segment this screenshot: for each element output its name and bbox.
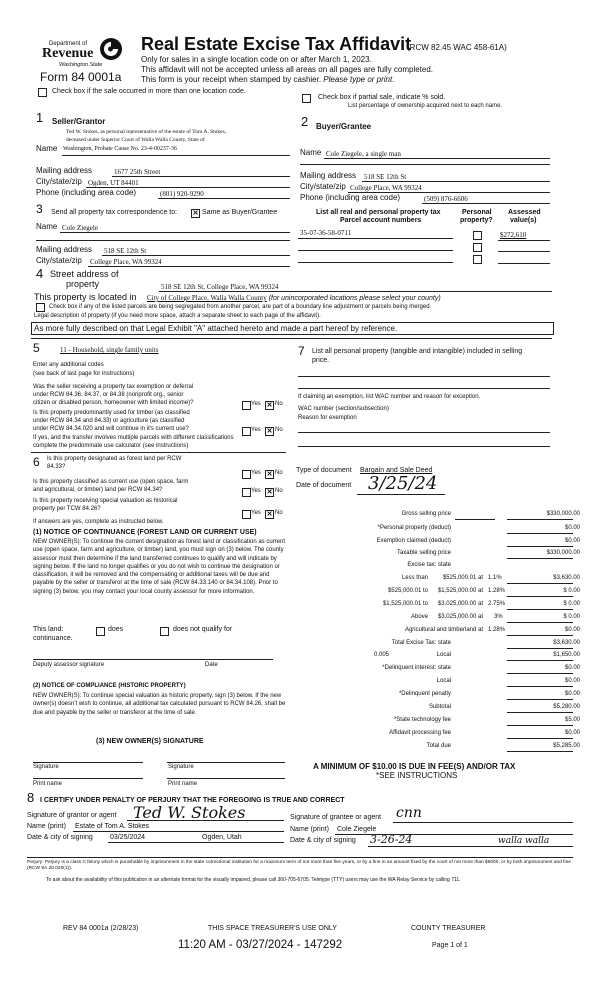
section-2-number: 2 <box>301 114 309 129</box>
subtotal-label: Subtotal <box>428 704 451 710</box>
ownership-note: List percentage of ownership acquired next to each name. <box>348 103 503 109</box>
segregated-label: Check box if any of the listed parcels are being segregated from another parcel, are part of a boundary line adjustment or parcels being merged. <box>49 304 432 310</box>
buyer-heading: Buyer/Grantee <box>316 122 372 131</box>
classification-note-2: complete the predominate use calculator (see instructions) <box>33 443 189 449</box>
taxable-selling-value[interactable]: $330,000.00 <box>546 550 580 556</box>
treasurer-use-only: THIS SPACE TREASURER'S USE ONLY <box>208 925 337 932</box>
seller-mail-label: Mailing address <box>36 166 93 175</box>
local-value[interactable]: $1,650.00 <box>553 652 580 658</box>
current-use-question-2: and agricultural, or timber) land per RCW 84.34? <box>33 487 163 493</box>
tier2-to: $1,525,000.00 at <box>437 588 483 594</box>
buyer-name-value[interactable]: Cole Ziegele, a single man <box>326 150 401 158</box>
exemption-claim-label: If claiming an exemption, list WAC number and reason for exception. <box>298 394 481 400</box>
tier3-value[interactable]: $ 0.00 <box>563 601 580 607</box>
forest-question-1: Is this property designated as forest land per RCW <box>47 456 182 462</box>
gross-selling-value[interactable]: $330,000.00 <box>546 511 580 517</box>
seller-city-value[interactable]: Ogden, UT 84401 <box>88 179 139 187</box>
grantor-date-label: Date & city of signing <box>27 834 93 841</box>
personal-deduct-label: *Personal property (deduct) <box>377 525 451 531</box>
timber-yes-checkbox[interactable] <box>242 427 251 436</box>
located-value[interactable]: City of College Place, Walla Walla County <box>147 294 267 302</box>
grantor-name-label: Name (print) <box>27 823 66 830</box>
delinquent-state-value[interactable]: $0.00 <box>564 665 580 671</box>
if-yes-note: If answers are yes, complete as instructed below. <box>33 519 164 525</box>
partial-sale-checkbox[interactable] <box>302 94 311 103</box>
revenue-logo-icon <box>99 37 123 61</box>
forest-no-checkbox[interactable]: ✕ <box>266 471 273 478</box>
local-label: Local <box>436 652 451 658</box>
local-rate: 0.005 <box>374 652 390 658</box>
section-5-number: 5 <box>33 341 40 355</box>
owner-signature-label-1: Signature <box>33 764 59 770</box>
header-note-1: Only for sales in a single location code on or after March 1, 2023. <box>141 55 372 64</box>
tier4-to: $3,025,000.00 at <box>437 614 483 620</box>
tier3-from: $1,525,000.01 to <box>382 601 428 607</box>
form-number: Form 84 0001a <box>40 70 122 84</box>
segregated-checkbox[interactable] <box>36 303 45 312</box>
seller-name-line-1: Ted W. Stokes, as personal representative of the estate of Tom A. Stokes, <box>66 129 227 135</box>
multi-location-checkbox[interactable] <box>38 88 47 97</box>
delinquent-penalty-value[interactable]: $0.00 <box>564 691 580 697</box>
header-note-3: This form is your receipt when stamped by cashier. Please type or print. <box>141 75 395 84</box>
personal-header-2: property? <box>460 217 493 224</box>
personal-header-1: Personal <box>462 209 492 216</box>
section-4-number: 4 <box>36 266 44 281</box>
document-date-value[interactable]: 3/25/24 <box>368 473 438 494</box>
agricultural-value[interactable]: $0.00 <box>564 627 580 633</box>
exemption-yes-checkbox[interactable] <box>242 401 251 410</box>
parcel-number-1[interactable]: 35-07-36-58-0711 <box>300 229 352 237</box>
buyer-mail-label: Mailing address <box>300 171 357 180</box>
rcw-reference: (RCW 82.45 WAC 458-61A) <box>407 43 507 52</box>
seller-phone-value[interactable]: (801) 920-9290 <box>160 190 204 198</box>
minimum-due-note: A MINIMUM OF $10.00 IS DUE IN FEE(S) AND/OR TAX <box>313 762 516 771</box>
grantor-signature-label: Signature of grantor or agent <box>27 812 117 819</box>
delinquent-penalty-label: *Delinquent penalty <box>398 691 451 697</box>
total-due-label: Total due <box>426 743 451 749</box>
buyer-mail-value[interactable]: 518 SE 12th St <box>364 173 407 181</box>
document-date-label: Date of document <box>296 482 352 489</box>
personal-property-checkbox-1[interactable] <box>473 231 482 240</box>
header-note-2: This affidavit will not be accepted unless all areas on all pages are fully completed. <box>141 65 434 74</box>
treasurer-stamp: 11:20 AM - 03/27/2024 - 147292 <box>178 939 343 951</box>
certify-statement: I CERTIFY UNDER PENALTY OF PERJURY THAT THE FOREGOING IS TRUE AND CORRECT <box>40 797 345 804</box>
notice-continuance-heading: (1) NOTICE OF CONTINUANCE (FOREST LAND OR CURRENT USE) <box>33 529 257 536</box>
tier2-rate: 1.28% <box>488 588 506 594</box>
technology-fee-value[interactable]: $5.00 <box>564 717 580 723</box>
grantor-signature[interactable]: Ted W. Stokes <box>133 803 246 822</box>
owner-print-name-label-2: Print name <box>168 781 198 787</box>
document-type-value[interactable]: Bargain and Sale Deed <box>360 467 433 474</box>
section-3-number: 3 <box>36 202 43 216</box>
seller-phone-label: Phone (including area code) <box>36 188 137 197</box>
seller-name-line-3[interactable]: Washington, Probate Cause No. 23-4-00237-36 <box>63 146 177 152</box>
historic-no-label: No <box>275 510 283 516</box>
correspondence-mail-label: Mailing address <box>36 245 93 254</box>
tier4-from: Above <box>410 614 428 620</box>
delinquent-local-label: Local <box>436 678 451 684</box>
timber-yes-label: Yes <box>251 427 261 433</box>
tier1-to: $525,000.01 at <box>442 575 483 581</box>
forest-yes-checkbox[interactable] <box>242 470 251 479</box>
historic-no-checkbox[interactable]: ✕ <box>266 511 273 518</box>
buyer-name-label: Name <box>300 148 322 157</box>
section-6-number: 6 <box>33 455 40 469</box>
timber-question-2: under RCW 84.34 and 84.33) or agriculture (as classified <box>33 418 185 424</box>
does-checkbox[interactable] <box>96 627 105 636</box>
tier3-rate: 2.75% <box>488 601 506 607</box>
assessed-header-1: Assessed <box>508 209 541 216</box>
grantor-date-value[interactable]: 03/25/2024 <box>110 834 146 841</box>
buyer-city-value[interactable]: College Place, WA 99324 <box>350 184 422 192</box>
document-type-label: Type of document <box>296 467 352 474</box>
current-use-no-label: No <box>275 488 283 494</box>
personal-property-list-2: price. <box>312 357 330 364</box>
same-as-buyer-checkbox[interactable]: ✕ <box>192 210 199 217</box>
personal-property-checkbox-2[interactable] <box>473 243 482 252</box>
historic-question-2: property per TCW 84.26? <box>33 506 101 512</box>
located-line: City of College Place, Walla Walla County (for unincorporated locations please select your county) <box>147 294 441 302</box>
classification-note-1: If yes, and the transfer involves multiple parcels with different classifications <box>33 435 234 441</box>
timber-no-checkbox[interactable]: ✕ <box>266 428 273 435</box>
notice-compliance-body: NEW OWNER(S): To continue special valuation as historic property, sign (3) below. If the new owner(s) doesn't wish to continue, all additional tax calculated pursuant to RCW 84.26, shall be due and payable by the seller or transferor at the time of sale. <box>33 693 286 716</box>
agricultural-label: Agricultural and timberland at <box>404 627 483 633</box>
seller-city-label: City/state/zip <box>36 177 82 186</box>
dept-line: Department of <box>49 41 88 47</box>
historic-yes-checkbox[interactable] <box>242 510 251 519</box>
taxable-selling-label: Taxable selling price <box>396 550 451 556</box>
deputy-signature-label: Deputy assessor signature <box>33 662 105 668</box>
tier2-from: $525,000.01 to <box>387 588 428 594</box>
assessed-header-2: value(s) <box>510 217 537 224</box>
wac-number-label: WAC number (section/subsection) <box>298 406 389 412</box>
exemption-question-3: citizen or disabled person, homeowner with limited income)? <box>33 400 194 406</box>
section-7-number: 7 <box>298 344 305 358</box>
street-address-label-1: Street address of <box>50 269 119 279</box>
current-use-yes-checkbox[interactable] <box>242 488 251 497</box>
personal-deduct-value[interactable]: $0.00 <box>564 525 580 531</box>
additional-codes-2: (see back of last page for instructions) <box>33 371 135 377</box>
current-use-no-checkbox[interactable]: ✕ <box>266 489 273 496</box>
correspondence-city-label: City/state/zip <box>36 256 82 265</box>
forest-yes-label: Yes <box>251 470 261 476</box>
grantee-city-value[interactable]: walla walla <box>498 836 550 846</box>
affidavit-fee-value[interactable]: $0.00 <box>564 730 580 736</box>
street-address-value[interactable]: 518 SE 12th St, College Place, WA 99324 <box>161 283 279 291</box>
assessed-value-1[interactable]: $272,610 <box>500 231 527 239</box>
tier1-from: Less than <box>401 575 428 581</box>
multi-location-label: Check box if the sale occurred in more than one location code. <box>52 88 246 95</box>
correspondence-name-label: Name <box>36 222 58 231</box>
deputy-date-label: Date <box>205 662 218 668</box>
section-1-number: 1 <box>36 110 44 125</box>
additional-codes-1: Enter any additional codes <box>33 362 104 368</box>
page-number: Page 1 of 1 <box>432 942 468 949</box>
total-state-label: Total Excise Tax: state <box>391 640 451 646</box>
exemption-no-checkbox[interactable]: ✕ <box>266 402 273 409</box>
grantee-name-value[interactable]: Cole Ziegele <box>337 826 377 833</box>
agricultural-rate: 1.28% <box>488 627 506 633</box>
parcel-header-1: List all real and personal property tax <box>316 209 441 216</box>
tier3-to: $3,025,000.00 at <box>437 601 483 607</box>
forest-no-label: No <box>275 470 283 476</box>
buyer-phone-label: Phone (including area code) <box>300 193 401 202</box>
tier4-value[interactable]: $ 0.00 <box>563 614 580 620</box>
state-name: Washington State <box>59 62 103 68</box>
revision-code: REV 84 0001a (2/28/23) <box>63 925 139 932</box>
grantee-date-label: Date & city of signing <box>290 837 356 844</box>
street-address-label-2: property <box>66 279 100 289</box>
form-title: Real Estate Excise Tax Affidavit <box>141 34 412 54</box>
buyer-phone-value[interactable]: (509) 876-6606 <box>424 195 468 203</box>
does-not-label: does not qualify for <box>173 626 233 633</box>
continuance-label: continuance. <box>33 635 73 642</box>
correspondence-mail-value[interactable]: 518 SE 12th St <box>104 247 147 255</box>
excise-state-label: Excise tax: state <box>407 562 451 568</box>
grantee-signature[interactable]: cnn <box>396 805 422 821</box>
located-label: This property is located in <box>34 292 137 302</box>
current-use-yes-label: Yes <box>251 488 261 494</box>
exemption-question-2: under RCW 84.36, 84.37, or 84.38 (nonprofit org., senior <box>33 392 184 398</box>
see-instructions-note: *SEE INSTRUCTIONS <box>376 771 458 780</box>
notice-continuance-body: NEW OWNER(S): To continue the current designation as forest land or classification as current use (open space, farm and agriculture, or timber) land, you must sign on (3) below. The county assessor must then determine if the land transferred continues to qualify and will indicate by signing below. If the land no longer qualifies or you do not wish to continue the designation or classification, it will be removed and the compensating or additional taxes will be due and payable by the seller or transferor at the time of sale (RCW 84.33.140 or 84.34.108). Prior to signing (3) below, you may contact your local county assessor for more information. <box>33 539 285 595</box>
seller-mail-value[interactable]: 1677 25th Street <box>114 168 161 176</box>
tier2-value[interactable]: $ 0.00 <box>563 588 580 594</box>
personal-property-list-1: List all personal property (tangible and intangible) included in selling <box>312 348 523 355</box>
gross-selling-label: Gross selling price <box>401 511 451 517</box>
tier1-value[interactable]: $3,630.00 <box>553 575 580 581</box>
partial-sale-label: Check box if partial sale, indicate % sold. <box>318 94 446 101</box>
does-label: does <box>108 626 124 633</box>
historic-question-1: Is this property receiving special valuation as historical <box>33 498 178 504</box>
tier4-rate: 3% <box>494 614 503 620</box>
alternate-format-note: To ask about the availability of this publication in an alternate format for the visually impaired, please call 360-705-6705. Teletype (TTY) users may use the WA Relay Service by calling 711. <box>46 877 461 883</box>
revenue-wordmark: Revenue <box>42 46 94 61</box>
total-state-value[interactable]: $3,630.00 <box>553 640 580 646</box>
exemption-reason-label: Reason for exemption <box>298 415 357 421</box>
seller-name-label: Name <box>36 144 58 153</box>
county-treasurer: COUNTY TREASURER <box>411 925 486 932</box>
grantee-date-value[interactable]: 3-26-24 <box>370 833 413 846</box>
correspondence-label: Send all property tax correspondence to: <box>51 209 178 216</box>
seller-heading: Seller/Grantor <box>52 117 106 126</box>
timber-question-1: Is this property predominantly used for timber (as classified <box>33 410 190 416</box>
grantee-name-label: Name (print) <box>290 826 329 833</box>
new-owner-signature-heading: (3) NEW OWNER(S) SIGNATURE <box>96 738 204 745</box>
exemption-question-1: Was the seller receiving a property tax exemption or deferral <box>33 384 194 390</box>
exemption-deduct-label: Exemption claimed (deduct) <box>376 538 451 544</box>
forest-question-2: 84.33? <box>47 464 66 470</box>
this-land-label: This land: <box>33 626 64 633</box>
current-use-question-1: Is this property classified as current use (open space, farm <box>33 479 189 485</box>
total-due-value[interactable]: $5,285.00 <box>553 743 580 749</box>
delinquent-local-value[interactable]: $0.00 <box>564 678 580 684</box>
exemption-yes-label: Yes <box>251 401 261 407</box>
timber-question-3: under RCW 84.34.020 and will continue in it's current use? <box>33 426 189 432</box>
technology-fee-label: *State technology fee <box>393 717 451 723</box>
section-8-number: 8 <box>27 790 35 805</box>
owner-signature-label-2: Signature <box>168 764 194 770</box>
same-as-buyer-label: Same as Buyer/Grantee <box>202 209 278 216</box>
legal-description-label: Legal description of property (if you need more space, attach a separate sheet to each page of the affidavit). <box>34 313 321 319</box>
land-use-code[interactable]: 11 - Household, single family units <box>60 346 159 354</box>
tier1-rate: 1.1% <box>488 575 502 581</box>
historic-yes-label: Yes <box>251 510 261 516</box>
exemption-no-label: No <box>275 401 283 407</box>
seller-name-line-2: deceased under Superior Court of Walla Walla County, State of <box>66 137 205 143</box>
parcel-header-2: Parcel account numbers <box>340 217 422 224</box>
exemption-deduct-value[interactable]: $0.00 <box>564 538 580 544</box>
delinquent-state-label: *Delinquent interest: state <box>382 665 451 671</box>
timber-no-label: No <box>275 427 283 433</box>
grantor-name-value[interactable]: Estate of Tom A. Stokes <box>75 823 150 830</box>
grantor-city-value[interactable]: Ogden, Utah <box>202 834 242 841</box>
correspondence-city-value[interactable]: College Place, WA 99324 <box>90 258 162 266</box>
grantee-signature-label: Signature of grantee or agent <box>290 814 382 821</box>
correspondence-name-value[interactable]: Cole Ziegele <box>62 224 98 232</box>
notice-compliance-heading: (2) NOTICE OF COMPLIANCE (HISTORIC PROPERTY) <box>33 683 186 689</box>
perjury-note: Perjury: Perjury is a class C felony which is punishable by imprisonment in the state correctional institution for a maximum term of not more than five years, or by a fine in an amount fixed by the court of not more than $5000, or by both imprisonment and fine (RCW 9A.20.020(1)). <box>27 860 571 871</box>
affidavit-fee-label: Affidavit processing fee <box>389 730 451 736</box>
subtotal-value[interactable]: $5,280.00 <box>553 704 580 710</box>
does-not-checkbox[interactable] <box>160 627 169 636</box>
legal-description-value: As more fully described on that Legal Exhibit "A" attached hereto and made a part hereof by reference. <box>34 324 398 333</box>
owner-print-name-label-1: Print name <box>33 781 63 787</box>
personal-property-checkbox-3[interactable] <box>473 255 482 264</box>
buyer-city-label: City/state/zip <box>300 182 346 191</box>
